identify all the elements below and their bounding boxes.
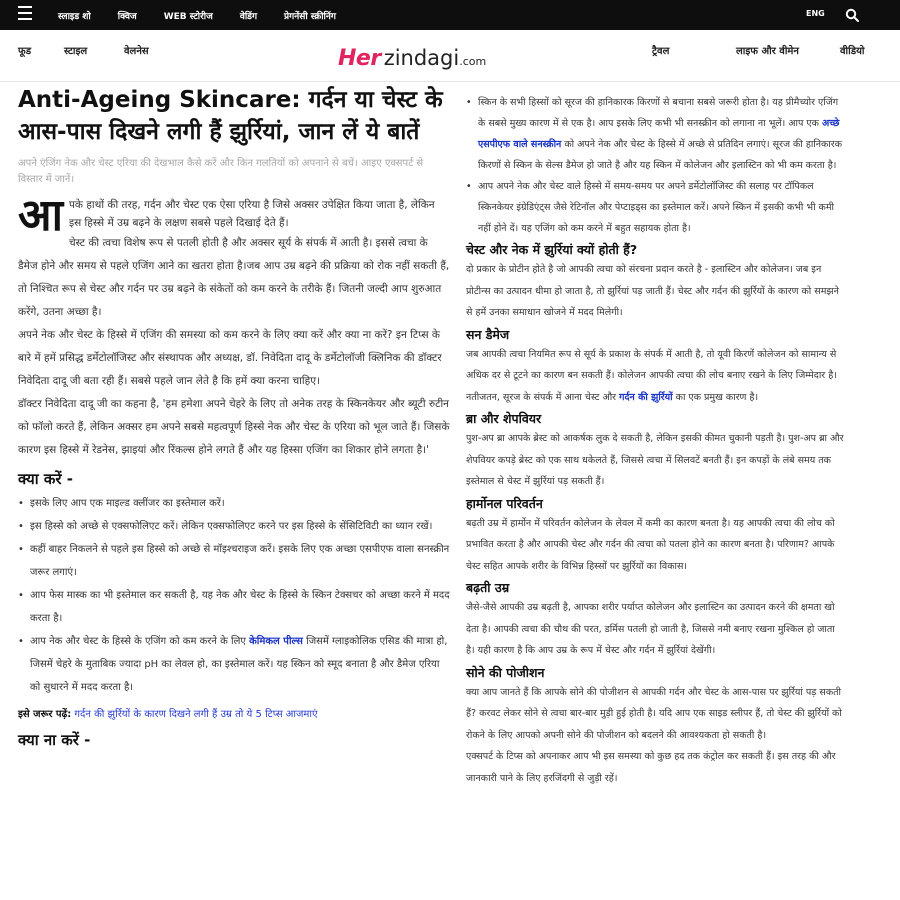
sun-text-post: का एक प्रमुख कारण है। (675, 391, 759, 403)
do-list (18, 492, 450, 699)
sleep-text: क्या आप जानते हैं कि आपके सोने की पोजीशन से आपकी गर्दन और चेस्ट के आस-पास पर झुर्रियां पड़ सकती हैं? करवट लेकर सोने से त्वचा बार-बार मुड़ी हुई होती है। यदि आप एक साइड स्लीपर हैं, तो चेस्ट की झुर्रियों को रोकने के लिए आपको अपनी सोने की पोजीशन को बदलने की आवश्यकता हो सकती है। (466, 686, 842, 741)
also-read-label: इसे जरूर पढ़ें: (18, 709, 72, 720)
top-bar (0, 0, 900, 30)
bra-text: पुश-अप ब्रा आपके ब्रेस्ट को आकर्षक लुक दे सकती है, लेकिन इसकी कीमत चुकानी पड़ती है। पुश-अप ब्रा और शेपवियर कपड़े ब्रेस्ट को एक साथ धकेलते हैं, जिससे त्वचा में सिलवटें बनती हैं। इन कपड़ों के लंबे समय तक इस्तेमाल से चेस्ट में झुर्रियां पड़ सकती हैं। (466, 433, 844, 487)
logo-zindagi: zindagi (383, 46, 460, 70)
hormone-heading: हार्मोनल परिवर्तन (466, 495, 543, 511)
list-item: • इसके लिए आप एक माइल्ड क्लींजर का इस्तेमाल करें। (18, 492, 450, 515)
hamburger-menu-icon[interactable] (18, 6, 32, 20)
sun-damage-text (466, 344, 846, 409)
top-nav-quiz[interactable]: क्विज (117, 11, 137, 22)
search-icon[interactable] (845, 8, 859, 22)
herzindagi-logo[interactable] (338, 46, 486, 71)
hormone-text: बढ़ती उम्र में हार्मोन में परिवर्तन कोलेजन के लेवल में कमी का कारण बनता है। यह आपकी त्वचा की लोच को प्रभावित करता है और आपकी चेस्ट और गर्दन की त्वचा को पतला होने का कारण बनता है। परिणाम? आपके चेस्ट सहित आपके शरीर के विभिन्न हिस्सों पर झुर्रियों का विकास। (466, 517, 835, 572)
chemical-peels-link[interactable]: केमिकल पील्स (249, 636, 303, 647)
top-nav (58, 0, 363, 30)
article-paragraph: चेस्ट की त्वचा विशेष रूप से पतली होती है और अक्सर सूर्य के संपर्क में आती है। इससे त्वचा के डैमेज होने और समय से पहले एजिंग आने का खतरा होता है।जब आप उम्र बढ़ने की प्रक्रिया को रोक नहीं सकती हैं, तो निश्चित रूप से चेस्ट और गर्दन पर उम्र बढ़ने के संकेतों को कम करने के तरीके हैं। जितनी जल्दी आप शुरुआत करेंगे, उतना अच्छा है। (18, 237, 450, 318)
nav-video[interactable]: वीडियो (840, 46, 865, 57)
article-subtitle: अपने एंजिंग नेक और चेस्ट एरिया की देखभाल कैसे करें और किन गलतियों को अपनाने से बचें। आइए एक्सपर्ट से विस्तार में जानें। (18, 158, 424, 185)
list-item-text: आप नेक और चेस्ट के हिस्से के एजिंग को कम करने के लिए (30, 636, 250, 647)
article-paragraph: अपने नेक और चेस्ट के हिस्से में एजिंग की समस्या को कम करने के लिए क्या करें और क्या ना करें? इन टिप्स के बारे में हमें प्रसिद्ध डर्मेटोलॉजिस्ट और संस्थापक और अध्यक्ष, डॉ. निवेदिता दादू के डर्मेटोलॉजी क्लिनिक की डॉक्टर निवेदिता दादू जी बता रही हैं। सबसे पहले जान लेते है कि हमें क्या करना चाहिए। (18, 329, 442, 387)
language-toggle[interactable]: ENG (806, 9, 825, 18)
why-text: दो प्रकार के प्रोटीन होते है जो आपकी त्वचा को संरचना प्रदान करते है - इलास्टिन और कोलेजन। जब इन प्रोटीन्स का उत्पादन धीमा हो जाता है, तो झुर्रियां पड़ जाती हैं। चेस्ट और गर्दन की झुर्रियों के कारण को समझने से हमें उनका समाधान खोजने में मदद मिलेगी। (466, 264, 839, 318)
also-read-link[interactable]: गर्दन की झुर्रियों के कारण दिखने लगी हैं उम्र तो ये 5 टिप्स आजमाएं (74, 709, 318, 720)
site-header (0, 30, 900, 82)
sleep-heading: सोने की पोजीशन (466, 664, 545, 680)
intro-text: पके हाथों की तरह, गर्दन और चेस्ट एक ऐसा एरिया है जिसे अक्सर उपेक्षित किया जाता है, लेकिन इस हिस्से में उम्र बढ़ने के लक्षण सबसे पहले दिखाई देते हैं। (68, 199, 435, 229)
nav-style[interactable]: स्टाइल (64, 46, 88, 57)
logo-com: .com (459, 55, 487, 68)
also-read (18, 707, 450, 723)
nav-wellness[interactable]: वेलनेस (124, 46, 149, 57)
article-title: Anti-Ageing Skincare: गर्दन या चेस्ट के आस-पास दिखने लगी हैं झुर्रियां, जान लें ये बातें (18, 87, 443, 145)
article-intro (18, 190, 450, 241)
list-item-text: को अपने नेक और चेस्ट के हिस्से में अच्छे से प्रतिदिन लगाएं। सूरज की हानिकारक किरणों से स्किन के सेल्स डैमेज हो जाते है और यह स्किन में कोलेजन और इलास्टिन को भी कम करता है। (478, 139, 842, 171)
article-paragraph: डॉक्टर निवेदिता दादू जी का कहना है, 'हम हमेशा अपने चेहरे के लिए तो अनेक तरह के स्किनकेयर और ब्यूटी रुटीन को फॉलो करते हैं, लेकिन अक्सर हम अपने सबसे महत्वपूर्ण हिस्से नेक और चेस्ट के एरिया को भूल जाते हैं। जिसके कारण इस हिस्से में रेडनेस, झाइयां और रिंकल्स होने लगते हैं और यह हिस्सा एजिंग का शिकार होने लगता है।' (18, 398, 450, 456)
dropcap-letter: आ (18, 190, 63, 241)
list-item: • कहीं बाहर निकलने से पहले इस हिस्से को अच्छे से मॉइश्चराइज करें। इसके लिए एक अच्छा एसपीएफ वाला सनस्क्रीन जरूर लगाएं। (18, 538, 450, 584)
sun-text-pre: जब आपकी त्वचा नियमित रूप से सूर्य के प्रकाश के संपर्क में आती है, तो यूवी किरणें कोलेजन को सामान्य से अधिक दर से टूटने का कारण बन सकती हैं। कोलेजन आपकी त्वचा की लोच बनाए रखने के लिए जिम्मेदार है। नतीजतन, सूरज के संपर्क में आना चेस्ट और (466, 348, 837, 403)
spf-sunscreen-link[interactable]: अच्छे एसपीएफ वाले सनस्क्रीन (478, 118, 840, 150)
sun-damage-heading: सन डैमेज (466, 326, 510, 342)
age-text: जैसे-जैसे आपकी उम्र बढ़ती है, आपका शरीर पर्याप्त कोलेजन और इलास्टिन का उत्पादन करने की क्षमता खो देता है। आपकी त्वचा की चौथ की परत, डर्मिस पतली हो जाती है, जिससे नमी बनाए रखना मुश्किल हो जाता है। यही कारण है कि आप उम्र के रूप में चेस्ट और गर्दन में झुर्रियां देखेंगी। (466, 602, 835, 656)
nav-life-and-women[interactable]: लाइफ और वीमेन (736, 46, 799, 57)
top-nav-wedding[interactable]: वेडिंग (239, 11, 258, 22)
list-item-text: जिसमें ग्लाइकोलिक एसिड की मात्रा हो, जिसमें चेहरे के मुताबिक ज्यादा pH का लेवल हो, का इस्तेमाल करें। यह स्किन को स्मूद बनाता है और डैमेज एरिया को सुधारने में मदद करता है। (30, 636, 448, 693)
top-nav-pregnancy-screening[interactable]: प्रेगनेंसी स्क्रीनिंग (284, 11, 336, 22)
list-item: • इस हिस्से को अच्छे से एक्सफोलिएट करें। लेकिन एक्सफोलिएट करने पर इस हिस्से के सेंसिटिविटी का ध्यान रखें। (18, 515, 450, 538)
bra-heading: ब्रा और शेपवियर (466, 411, 542, 426)
nav-food[interactable]: फूड (18, 46, 32, 57)
top-nav-web-stories[interactable]: WEB स्टोरीज (163, 11, 213, 22)
article-main-column (18, 84, 450, 751)
nav-travel[interactable]: ट्रैवल (652, 46, 670, 57)
closing-text: एक्सपर्ट के टिप्स को अपनाकर आप भी इस समस्या को कुछ हद तक कंट्रोल कर सकती हैं। इस तरह की और जानकारी पाने के लिए हरजिंदगी से जुड़ी रहें। (466, 751, 836, 784)
neck-wrinkles-link[interactable]: गर्दन की झुर्रियों (619, 391, 673, 403)
why-heading: चेस्ट और नेक में झुर्रियां क्यों होती हैं? (466, 242, 638, 257)
list-item (18, 630, 450, 699)
age-heading: बढ़ती उम्र (466, 580, 510, 595)
list-item: • आप फेस मास्क का भी इस्तेमाल कर सकती है, यह नेक और चेस्ट के हिस्से के स्किन टेक्सचर को अच्छा करने में मदद करता है। (18, 584, 450, 630)
list-item-text: स्किन के सभी हिस्सों को सूरज की हानिकारक किरणों से बचाना सबसे जरूरी होता है। यह प्रीमैच्योर एजिंग के सबसे मुख्य कारण में से एक है। आप इसके लिए कभी भी सनस्क्रीन को लगाना ना भूलें। आप एक (478, 97, 839, 129)
dont-heading: क्या ना करें - (18, 731, 91, 749)
dont-list (466, 92, 846, 239)
article-right-column (466, 90, 846, 789)
logo-her: Her (338, 46, 381, 71)
do-heading: क्या करें - (18, 470, 73, 488)
list-item (466, 92, 846, 176)
top-nav-slideshow[interactable]: स्लाइड शो (58, 11, 91, 22)
list-item: • आप अपने नेक और चेस्ट वाले हिस्से में समय-समय पर अपने डर्मेटोलॉजिस्ट की सलाह पर टॉपिकल स्किनकेयर इंग्रेडिएंट्स जैसे रेटिनॉल और पेप्टाइड्स का इस्तेमाल करें। अपने स्किन में इसकी कभी भी कमी नहीं होने दें। यह एजिंग को कम करने में बहुत सहायक होता है। (466, 176, 846, 239)
